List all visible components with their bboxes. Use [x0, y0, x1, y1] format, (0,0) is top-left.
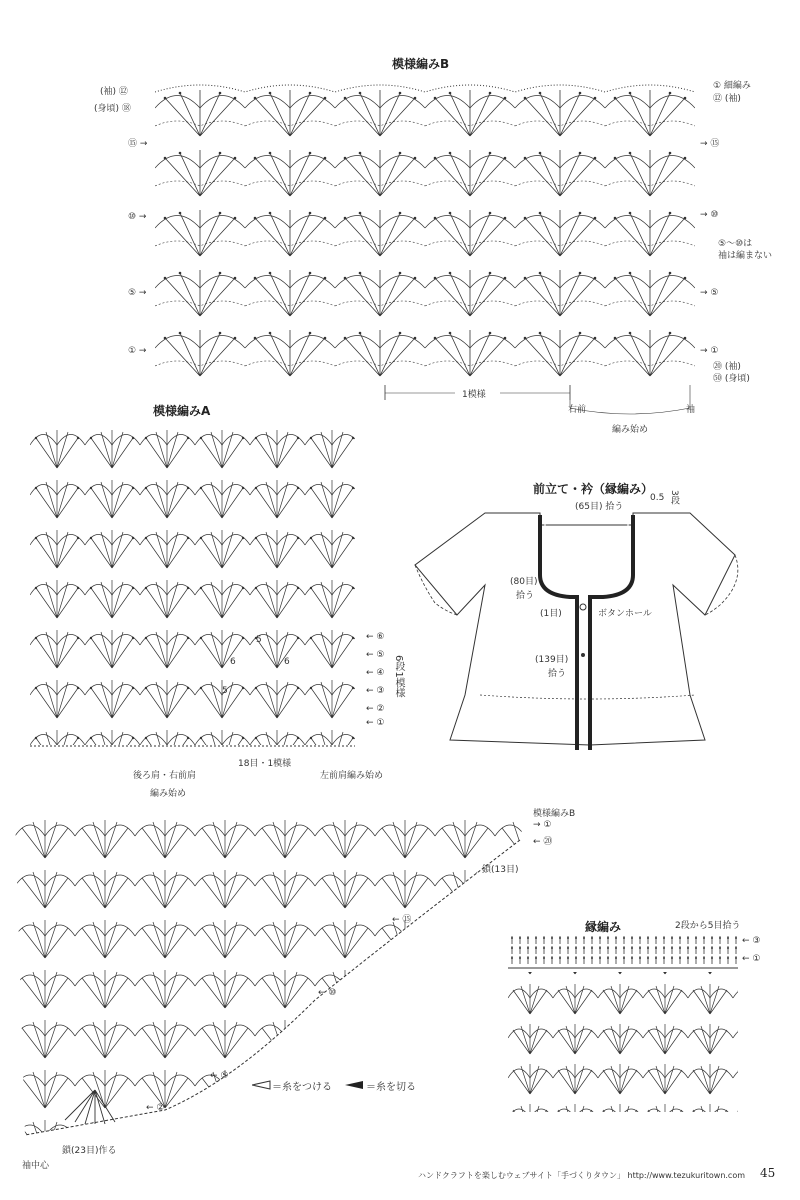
fc-pick65: (65目) 拾う — [575, 502, 624, 512]
pa-left-shoulder: 左前肩編み始め — [320, 771, 384, 781]
pb2-r5: ← ⑤ — [210, 1071, 229, 1081]
pb-bracket-note2: 袖は編まない — [718, 251, 773, 261]
pa-back-shoulder: 後ろ肩・右前肩 — [133, 771, 197, 781]
fc-pick80b: 拾う — [516, 591, 535, 601]
pattern-a-title: 模様編みA — [153, 404, 211, 418]
attach-yarn-icon — [252, 1080, 272, 1090]
pb-right-5: → ⑤ — [700, 288, 719, 298]
pb-left-1: ① → — [128, 346, 147, 356]
pb-bracket-note1: ⑤～⑩は — [718, 239, 753, 249]
pb2-sleeve-center: 袖中心 — [22, 1161, 50, 1171]
pa-r2: ← ② — [366, 704, 385, 714]
edging-r3: ← ③ — [742, 936, 761, 946]
pb-right-20: ⑳ (袖) — [713, 362, 741, 372]
pa-rows-note: 6段1模様 — [393, 655, 404, 698]
pa-start: 編み始め — [150, 789, 187, 799]
footer-text: ハンドクラフトを楽しむウェブサイト「手づくりタウン」 http://www.tezukuritown.com — [418, 1171, 746, 1180]
pb-left-15: ⑮ → — [128, 139, 148, 149]
pb2-r2: ← ② — [146, 1103, 165, 1113]
pattern-a-chart — [30, 420, 355, 750]
pattern-b-chart — [155, 78, 695, 393]
fc-size: 0.5 — [650, 493, 665, 503]
front-collar-title: 前立て・衿（縁編み） — [533, 482, 654, 496]
pa-center-6b: 6 — [284, 657, 290, 667]
pb-right-top1: ① 細編み — [713, 81, 751, 91]
cut-yarn-icon — [345, 1080, 365, 1090]
pb2-r1: → ① — [533, 820, 552, 830]
pb2-r10: ← ⑩ — [318, 988, 337, 998]
pb-start: 編み始め — [612, 425, 649, 435]
edging-title: 縁編み — [585, 920, 622, 934]
pb-bottom-markers — [375, 380, 710, 430]
edging-r1: ← ① — [742, 954, 761, 964]
fc-pick80a: (80目) — [510, 577, 538, 587]
pb-left-body: (身頃) ⑱ — [94, 104, 131, 114]
pa-r5: ← ⑤ — [366, 650, 385, 660]
pb-right-10: → ⑩ — [700, 210, 719, 220]
edging-pick-note: 2段から5目拾う — [675, 921, 741, 931]
pa-r6: ← ⑥ — [366, 632, 385, 642]
pb-right-top2: ⑫ (袖) — [713, 94, 741, 104]
pb-right-60: ㊿ (身頃) — [713, 374, 750, 384]
pa-center-6a: 6 — [230, 657, 236, 667]
fc-pick139a: (139目) — [535, 655, 569, 665]
pb-right-1: → ① — [700, 346, 719, 356]
pb-one-repeat: 1模様 — [462, 390, 486, 400]
fc-buttonhole: ボタンホール — [598, 609, 652, 619]
fc-rows3: 3段 — [669, 490, 679, 505]
pb2-r15: ← ⑮ — [392, 915, 412, 925]
pa-stitches: 18目・1模様 — [238, 759, 292, 769]
pattern-b-title: 模様編みB — [392, 57, 450, 71]
fc-one-stitch: (1目) — [540, 609, 562, 619]
pa-center-5: 5 — [256, 635, 262, 645]
page-number: 45 — [760, 1166, 776, 1180]
pa-r1: ← ① — [366, 718, 385, 728]
pb2-r20: ← ⑳ — [533, 837, 553, 847]
pb-right-15: → ⑮ — [700, 139, 720, 149]
pb-sleeve: 袖 — [686, 405, 696, 415]
pb-left-10: ⑩ → — [128, 212, 147, 222]
pb2-chain23: 鎖(23目)作る — [62, 1146, 117, 1156]
pb-right-front: 右前 — [568, 405, 587, 415]
pb2-chain13: 鎖(13目) — [482, 865, 519, 875]
edging-chart — [508, 936, 738, 1116]
pb-left-5: ⑤ → — [128, 288, 147, 298]
fc-pick139b: 拾う — [548, 669, 567, 679]
legend-cut: ＝糸を切る — [366, 1082, 416, 1093]
pb-left-sleeve: (袖) ⑫ — [100, 87, 128, 97]
pa-center-5b: 5 — [222, 686, 228, 696]
garment-illustration — [405, 505, 770, 755]
pb2-title: 模様編みB — [533, 809, 576, 819]
pa-r3: ← ③ — [366, 686, 385, 696]
pa-r4: ← ④ — [366, 668, 385, 678]
legend-attach: ＝糸をつける — [272, 1082, 332, 1093]
